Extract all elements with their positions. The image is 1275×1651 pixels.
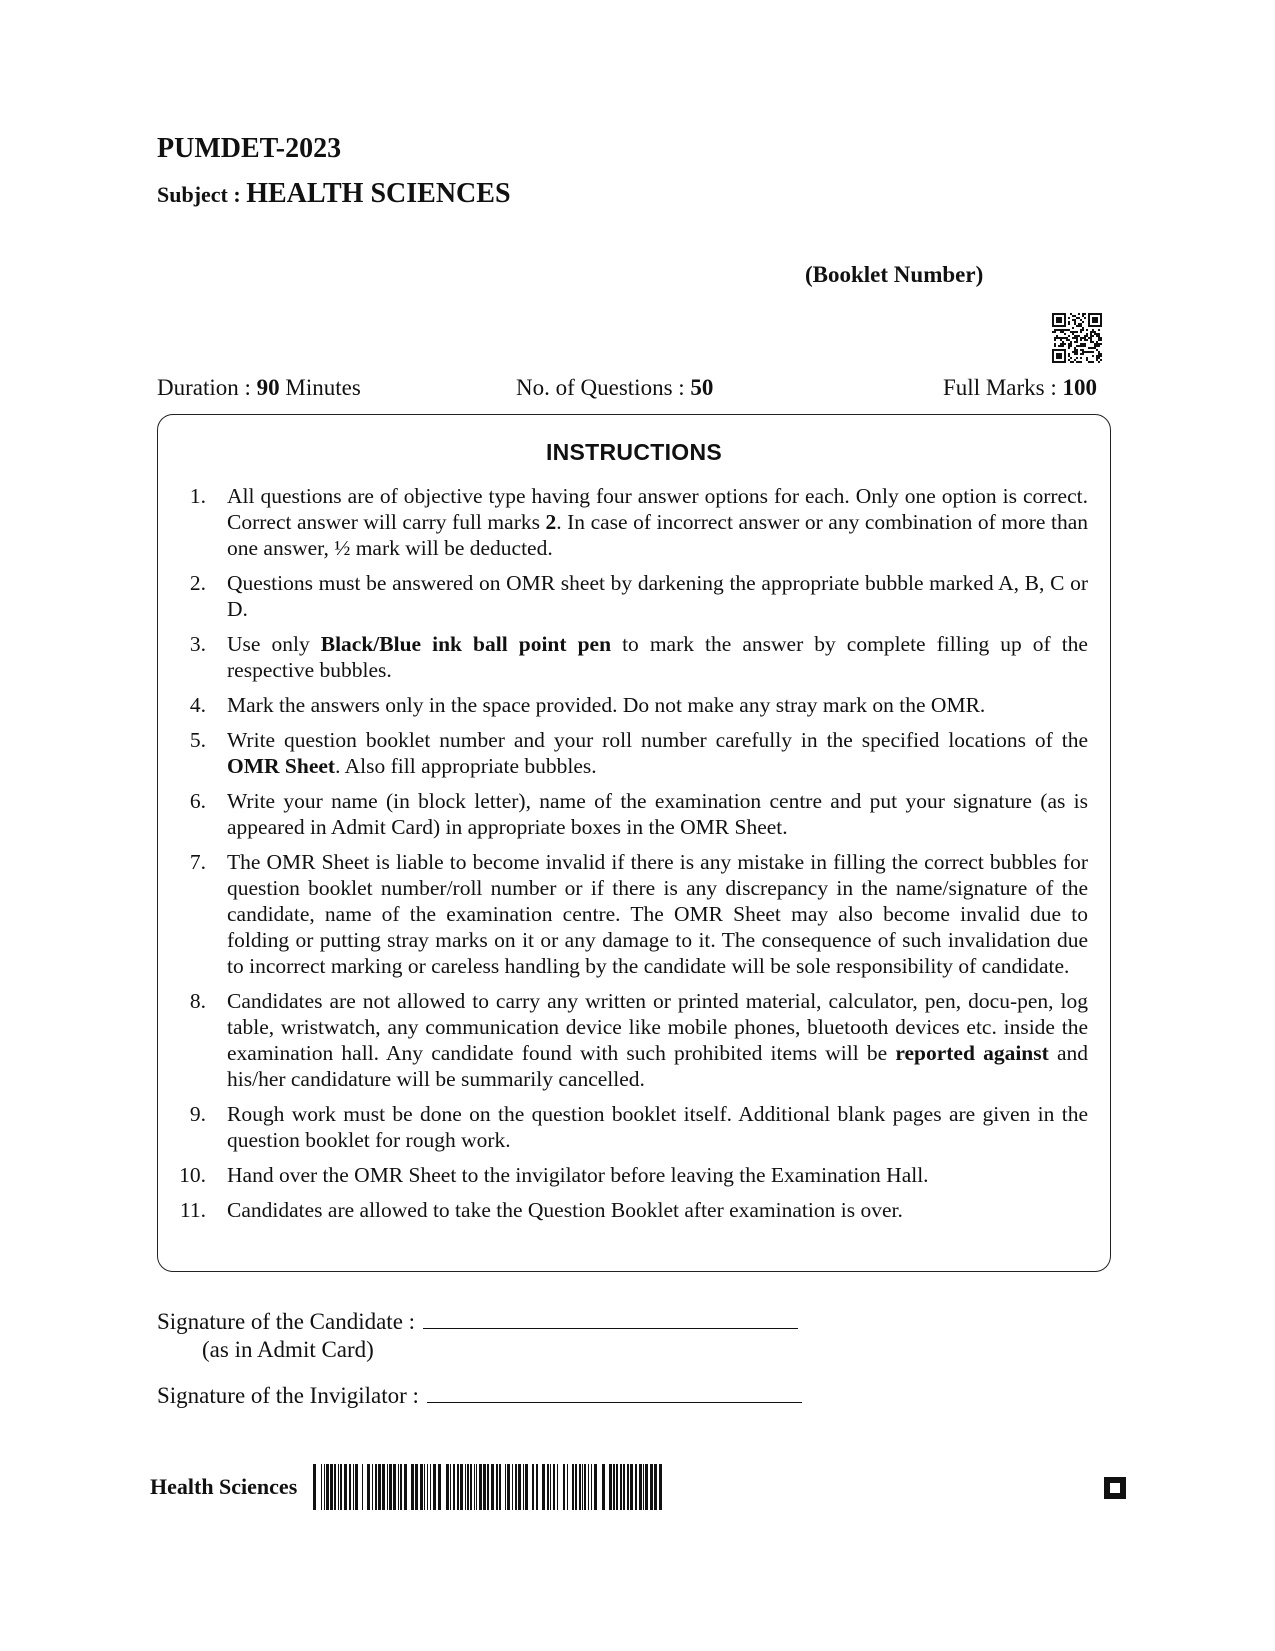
subject-label: Subject : bbox=[157, 182, 241, 207]
invigilator-signature-label: Signature of the Invigilator : bbox=[157, 1383, 419, 1408]
instruction-text-part: and his/her candidature will be summarily cancelled. bbox=[227, 1041, 1088, 1091]
instructions-list bbox=[158, 483, 1110, 1232]
instruction-text bbox=[227, 727, 1088, 779]
instruction-text-part: Write question booklet number and your roll number carefully in the specified locations of the bbox=[227, 728, 1088, 752]
instruction-number: 9. bbox=[189, 1102, 206, 1126]
instruction-item bbox=[158, 1101, 1110, 1153]
instruction-emphasis: Black/Blue ink ball point pen bbox=[320, 632, 612, 656]
instruction-item bbox=[158, 849, 1110, 979]
instruction-number: 2. bbox=[189, 571, 206, 595]
instruction-text-part: Rough work must be done on the question booklet itself. Additional blank pages are given in the question booklet for rough work. bbox=[227, 1102, 1088, 1152]
candidate-signature-note: (as in Admit Card) bbox=[202, 1337, 374, 1362]
instruction-text bbox=[227, 570, 1088, 622]
instruction-text bbox=[227, 988, 1088, 1092]
instructions-box bbox=[157, 414, 1111, 1272]
questions-value: 50 bbox=[690, 375, 714, 400]
instruction-text bbox=[227, 483, 1088, 561]
instruction-number: 3. bbox=[189, 632, 206, 656]
instruction-text bbox=[227, 1197, 1088, 1223]
instruction-text-part: All questions are of objective type having four answer options for each. Only one option is correct. Correct answer will carry full marks bbox=[227, 484, 1088, 534]
questions-label: No. of Questions : bbox=[516, 375, 685, 400]
qr-code-icon bbox=[1052, 313, 1102, 363]
instruction-number: 11. bbox=[179, 1198, 206, 1222]
instruction-text-part: Use only bbox=[227, 632, 321, 656]
instruction-number: 5. bbox=[189, 728, 206, 752]
marks-value: 100 bbox=[1062, 375, 1097, 400]
instruction-number: 10. bbox=[179, 1163, 206, 1187]
duration-label: Duration : bbox=[157, 375, 251, 400]
instruction-number: 4. bbox=[189, 693, 206, 717]
instruction-text bbox=[227, 788, 1088, 840]
instruction-item bbox=[158, 692, 1110, 718]
square-marker-icon bbox=[1104, 1477, 1126, 1499]
instruction-text bbox=[227, 631, 1088, 683]
instruction-emphasis: 2 bbox=[545, 510, 557, 534]
candidate-signature-row bbox=[157, 1309, 798, 1335]
instruction-item bbox=[158, 1197, 1110, 1223]
instruction-item bbox=[158, 788, 1110, 840]
subject-line bbox=[157, 178, 511, 210]
barcode-icon bbox=[313, 1464, 665, 1510]
instruction-text-part: Hand over the OMR Sheet to the invigilator before leaving the Examination Hall. bbox=[227, 1163, 929, 1187]
instruction-text-part: . Also fill appropriate bubbles. bbox=[335, 754, 597, 778]
instruction-item bbox=[158, 727, 1110, 779]
duration-unit: Minutes bbox=[285, 375, 361, 400]
instruction-emphasis: reported against bbox=[895, 1041, 1049, 1065]
instruction-text bbox=[227, 692, 1088, 718]
instruction-text-part: Mark the answers only in the space provided. Do not make any stray mark on the OMR. bbox=[227, 693, 986, 717]
questions-info bbox=[516, 375, 713, 401]
instruction-text bbox=[227, 1162, 1088, 1188]
instruction-text-part: Candidates are allowed to take the Question Booklet after examination is over. bbox=[227, 1198, 903, 1222]
instruction-text bbox=[227, 1101, 1088, 1153]
instruction-text-part: to mark the answer by complete filling up of the respective bubbles. bbox=[227, 632, 1088, 682]
candidate-signature-line bbox=[423, 1310, 798, 1329]
marks-label: Full Marks : bbox=[943, 375, 1057, 400]
exam-title: PUMDET-2023 bbox=[157, 133, 342, 164]
instruction-text-part: . In case of incorrect answer or any combination of more than one answer, ½ mark will be deducted. bbox=[227, 510, 1088, 560]
duration-info bbox=[157, 375, 361, 401]
footer-subject-label: Health Sciences bbox=[150, 1474, 298, 1499]
instruction-item bbox=[158, 483, 1110, 561]
invigilator-signature-row bbox=[157, 1383, 802, 1409]
instructions-heading: INSTRUCTIONS bbox=[545, 439, 723, 465]
instruction-item bbox=[158, 1162, 1110, 1188]
instruction-emphasis: OMR Sheet bbox=[227, 754, 336, 778]
duration-value: 90 bbox=[256, 375, 280, 400]
instruction-text-part: Candidates are not allowed to carry any written or printed material, calculator, pen, docu-pen, log table, wristwatch, any communication device like mobile phones, bluetooth devices etc. inside the examination hall. Any candidate found with such prohibited items will be bbox=[227, 989, 1088, 1065]
instruction-text-part: Questions must be answered on OMR sheet by darkening the appropriate bubble marked A, B, C or D. bbox=[227, 571, 1088, 621]
booklet-number-label: (Booklet Number) bbox=[805, 262, 984, 287]
instruction-text-part: The OMR Sheet is liable to become invalid if there is any mistake in filling the correct bubbles for question booklet number/roll number or if there is any discrepancy in the name/signature of the candidate, name of the examination centre. The OMR Sheet may also become invalid due to folding or putting stray marks on it or any damage to it. The consequence of such invalidation due to incorrect marking or careless handling by the candidate will be sole responsibility of candidate. bbox=[227, 850, 1088, 978]
instruction-number: 7. bbox=[189, 850, 206, 874]
instruction-item bbox=[158, 988, 1110, 1092]
invigilator-signature-line bbox=[427, 1384, 802, 1403]
subject-value: HEALTH SCIENCES bbox=[246, 178, 511, 209]
marks-info bbox=[943, 375, 1097, 401]
instruction-number: 8. bbox=[189, 989, 206, 1013]
instruction-number: 6. bbox=[189, 789, 206, 813]
instruction-item bbox=[158, 570, 1110, 622]
instruction-item bbox=[158, 631, 1110, 683]
instruction-text-part: Write your name (in block letter), name of the examination centre and put your signature (as is appeared in Admit Card) in appropriate boxes in the OMR Sheet. bbox=[227, 789, 1088, 839]
candidate-signature-label: Signature of the Candidate : bbox=[157, 1309, 416, 1334]
instruction-text bbox=[227, 849, 1088, 979]
instruction-number: 1. bbox=[189, 484, 206, 508]
